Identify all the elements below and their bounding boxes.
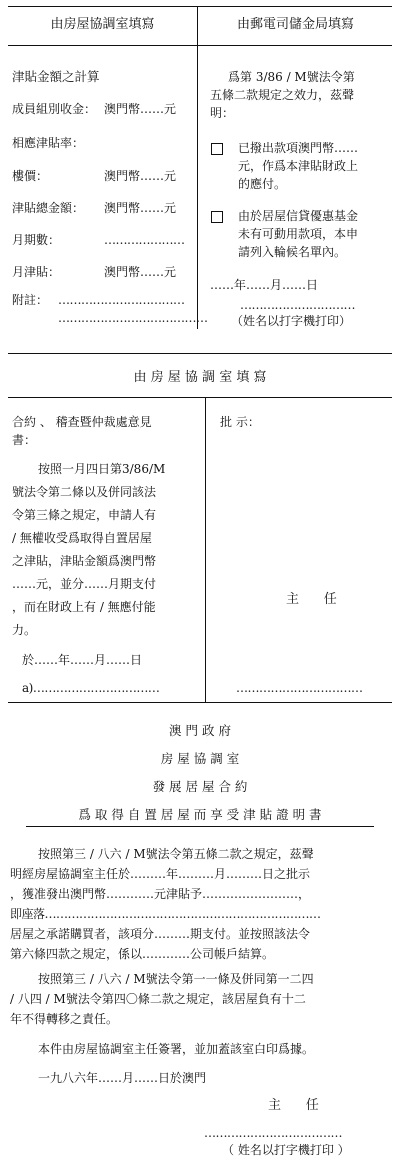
option2-line-1: 由於居屋信貸優惠基金 [238,209,359,223]
opinion-body-2: 號法令第二條以及併同該法 [12,485,157,499]
p1-line-6: 第六條四款之規定，係以…………公司帳戶結算。 [10,947,275,961]
rate-label: 相應津貼率： [12,136,85,150]
approval-sign-line: …………………………… [236,681,363,695]
p1-line-1: 按照第三 / 八六 / M號法令第五條二款之規定，茲聲 [38,847,314,861]
intro-line-3: 明： [210,106,235,120]
section2-header-rule [8,397,392,398]
certificate-sign-note: （ 姓名以打字機打印 ） [222,1143,350,1157]
option2-checkbox[interactable] [211,211,223,223]
section2-director: 主 任 [286,592,337,607]
right-date-line: ……年……月……日 [210,278,319,292]
option1-line-2: 元，作爲本津貼財政上 [238,159,359,173]
opinion-body-5: 之津貼，津貼金額爲澳門幣 [12,554,157,568]
section1-divider [197,6,198,329]
option2-line-2: 未有可動用款項，本申 [238,227,359,241]
total-value: 澳門幣……元 [104,201,177,215]
dept-title: 發 展 居 屋 合 約 [152,779,248,794]
p1-line-2: 明經房屋協調室主任於………年………月………日之批示 [10,867,311,881]
p1-line-3: ，獲准發出澳門幣…………元津貼予……………………， [10,887,311,901]
p2-line-1: 按照第三 / 八六 / M號法令第一一條及併同第一二四 [38,972,314,986]
opinion-date-line: 於……年……月……日 [22,653,143,667]
intro-line-2: 五條二款規定之效力，茲聲 [210,88,355,102]
p1-line-4: 即座落……………………………………………………………… [10,907,321,921]
total-label: 津貼總金額： [12,201,85,215]
p2-line-3: 年不得轉移之責任。 [10,1012,119,1026]
income-value: 澳門幣……元 [104,102,177,116]
right-sign-line: ………………………… [240,298,355,312]
top-rule [8,6,392,7]
approval-label: 批 示： [220,415,260,429]
months-value: ………………… [104,233,185,247]
months-label: 月期數： [12,233,61,247]
option1-line-1: 已撥出款項澳門幣…… [238,141,359,155]
section3-top-rule [8,702,392,703]
section2-divider [205,397,206,702]
opinion-body-4: / 無權收受爲取得自置居屋 [12,531,152,545]
monthly-label: 月津貼： [12,265,61,279]
option1-line-3: 的應付。 [238,177,287,191]
certificate-sign-line: ……………………………… [204,1126,342,1140]
note-label: 附註： [12,293,49,307]
opinion-heading-2: 書： [12,433,37,447]
certificate-date-line: 一九八六年……月……日於澳門 [38,1071,207,1085]
price-label: 樓價： [12,169,49,183]
opinion-body-7: ，而在財政上有 / 無應付能 [12,600,156,614]
option2-line-3: 請列入輪候名單內。 [238,245,347,259]
opinion-sign-line: a)…………………………… [22,681,160,695]
section2-top-rule [8,353,392,354]
opinion-body-6: ……元，並分……月期支付 [12,577,157,591]
note-line-1: …………………………… [58,293,185,307]
right-sign-note: （姓名以打字機打印） [231,314,352,328]
gov-title: 澳 門 政 府 [169,723,231,738]
income-label: 成員組別收金： [12,102,97,116]
section1-left-header: 由房屋協調室填寫 [50,17,155,32]
section2-header: 由 房 屋 協 調 室 填 寫 [133,370,267,385]
calc-title: 津貼金額之計算 [12,69,100,84]
certificate-title: 爲 取 得 自 置 居 屋 而 享 受 津 貼 證 明 書 [26,806,374,827]
section3-director: 主 任 [268,1098,319,1113]
opinion-heading-1: 合約 、 稽查暨仲裁處意見 [12,415,152,429]
option1-checkbox[interactable] [211,143,223,155]
section1-header-rule [8,45,392,46]
p2-line-2: / 八四 / M號法令第四〇條二款之規定，該居屋負有十二 [10,992,306,1006]
note-line-2: ………………………………… [58,311,208,325]
office-title: 房 屋 協 調 室 [160,751,240,766]
price-value: 澳門幣……元 [104,169,177,183]
opinion-body-1: 按照一月四日第3/86/M [38,462,166,476]
opinion-body-8: 力。 [12,623,37,637]
intro-line-1: 爲第 3/86 / M號法令第 [228,70,355,84]
p1-line-5: 居屋之承諾購買者，該項分………期支付。並按照該法令 [10,927,311,941]
section1-right-header: 由郵電司儲金局填寫 [236,17,354,32]
monthly-value: 澳門幣……元 [104,265,177,279]
opinion-body-3: 令第三條之規定，申請人有 [12,508,157,522]
p3-line-1: 本件由房屋協調室主任簽署，並加蓋該室白印爲據。 [38,1042,315,1056]
